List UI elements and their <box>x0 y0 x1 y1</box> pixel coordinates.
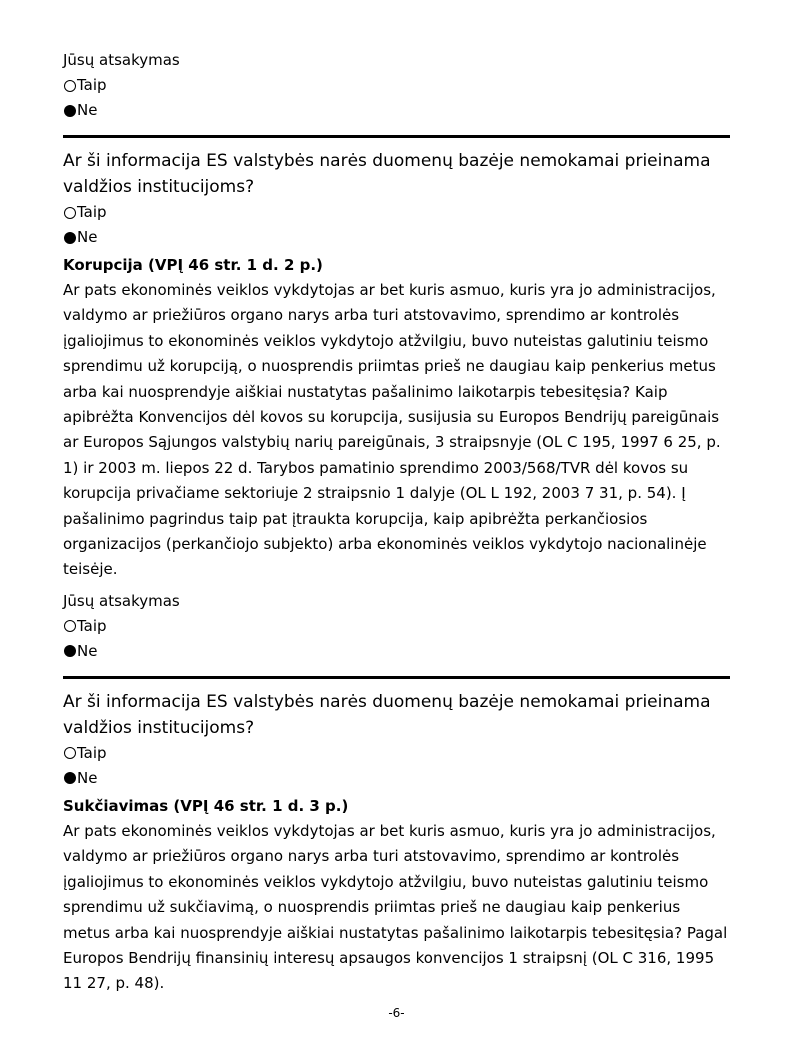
radio-label: Ne <box>77 641 98 660</box>
radio-option-taip[interactable] <box>63 200 730 225</box>
radio-option-ne[interactable] <box>63 766 730 791</box>
radio-empty-icon[interactable] <box>64 747 76 759</box>
radio-filled-icon[interactable] <box>64 105 76 117</box>
section-title-sukciavimas: Sukčiavimas (VPĮ 46 str. 1 d. 3 p.) <box>63 796 349 815</box>
radio-option-ne[interactable] <box>63 639 730 664</box>
question-text: Ar ši informacija ES valstybės narės duomenų bazėje nemokamai prieinama valdžios institucijoms? <box>63 691 711 738</box>
radio-empty-icon[interactable] <box>64 620 76 632</box>
radio-empty-icon[interactable] <box>64 207 76 219</box>
radio-filled-icon[interactable] <box>64 645 76 657</box>
radio-empty-icon[interactable] <box>64 80 76 92</box>
radio-option-ne[interactable] <box>63 98 730 123</box>
radio-label: Taip <box>77 76 107 94</box>
radio-filled-icon[interactable] <box>64 232 76 244</box>
section-divider <box>63 135 730 138</box>
question-text: Ar ši informacija ES valstybės narės duomenų bazėje nemokamai prieinama valdžios institucijoms? <box>63 151 711 197</box>
radio-label: Taip <box>77 616 107 635</box>
document-page <box>63 48 730 997</box>
radio-label: Ne <box>77 768 98 787</box>
answer-label: Jūsų atsakymas <box>63 51 180 69</box>
section-text-sukciavimas: Ar pats ekonominės veiklos vykdytojas ar bet kuris asmuo, kuris yra jo administracijos, valdymo ar priežiūros organo narys arba turi atstovavimo, sprendimo ar kontrolės įgaliojimus to ekonominės veiklos vykdytojo atžvilgiu, buvo nuteistas galutiniu teismo sprendimu už sukčiavimą, o nuosprendis priimtas prieš ne daugiau kaip penkerius metus arba kai nuosprendyje aiškiai nustatytas pašalinimo laikotarpis tebesitęsia? Pagal Europos Bendrijų finansinių interesų apsaugos konvencijos 1 straipsnį (OL C 316, 1995 11 27, p. 48). <box>63 821 728 993</box>
radio-label: Ne <box>77 228 98 246</box>
radio-label: Taip <box>77 203 107 221</box>
radio-option-taip[interactable] <box>63 614 730 639</box>
section-title-korupcija: Korupcija (VPĮ 46 str. 1 d. 2 p.) <box>63 256 323 274</box>
section-divider <box>63 676 730 679</box>
radio-option-ne[interactable] <box>63 225 730 250</box>
radio-label: Ne <box>77 101 98 119</box>
section-text-korupcija: Ar pats ekonominės veiklos vykdytojas ar bet kuris asmuo, kuris yra jo administracijos, valdymo ar priežiūros organo narys arba turi atstovavimo, sprendimo ar kontrolės įgaliojimus to ekonominės veiklos vykdytojo atžvilgiu, buvo nuteistas galutiniu teismo sprendimu už korupciją, o nuosprendis priimtas prieš ne daugiau kaip penkerius metus arba kai nuosprendyje aiškiai nustatytas pašalinimo laikotarpis tebesitęsia? Kaip apibrėžta Konvencijos dėl kovos su korupcija, susijusia su Europos Bendrijų pareigūnais ar Europos Sąjungos valstybių narių pareigūnais, 3 straipsnyje (OL C 195, 1997 6 25, p. 1) ir 2003 m. liepos 22 d. Tarybos pamatinio sprendimo 2003/568/TVR dėl kovos su korupcija privačiame sektoriuje 2 straipsnio 1 dalyje (OL L 192, 2003 7 31, p. 54). Į pašalinimo pagrindus taip pat įtraukta korupcija, kaip apibrėžta perkančiosios organizacijos (perkančiojo subjekto) arba ekonominės veiklos vykdytojo nacionalinėje teisėje. <box>63 281 721 579</box>
answer-label: Jūsų atsakymas <box>63 591 180 610</box>
radio-label: Taip <box>77 743 107 762</box>
radio-option-taip[interactable] <box>63 73 730 98</box>
radio-filled-icon[interactable] <box>64 772 76 784</box>
page-number: -6- <box>388 1006 405 1020</box>
radio-option-taip[interactable] <box>63 741 730 766</box>
